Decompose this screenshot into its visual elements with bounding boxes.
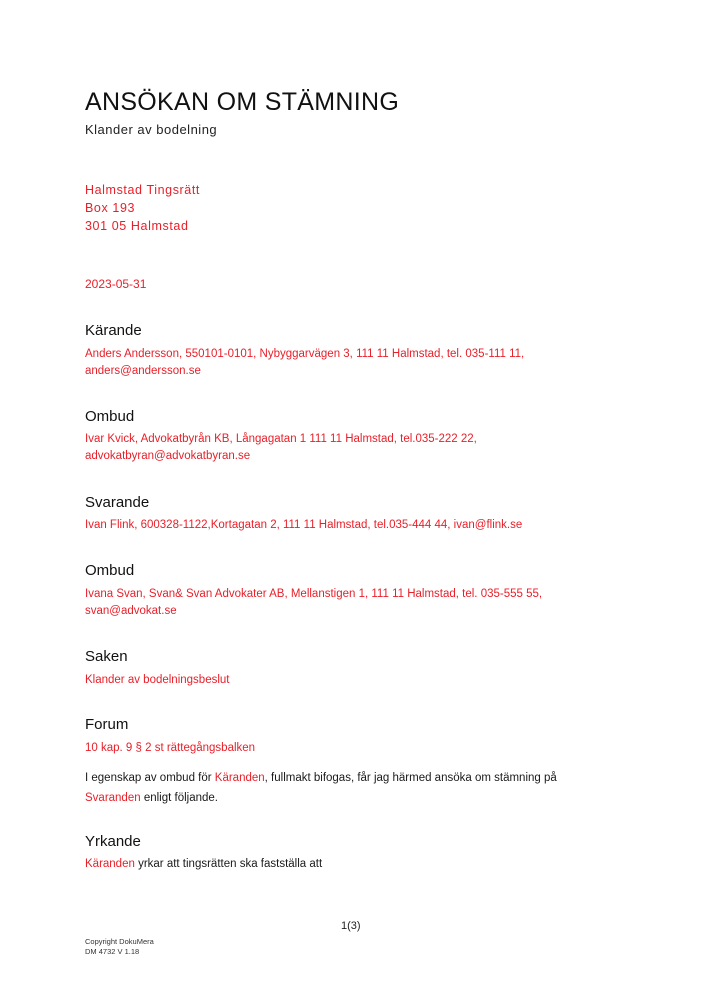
ombud-2-line-2: svan@advokat.se bbox=[85, 605, 177, 617]
yrkande-karanden: Käranden bbox=[85, 858, 135, 870]
section-heading-yrkande: Yrkande bbox=[85, 833, 141, 850]
document-subtitle: Klander av bodelning bbox=[85, 122, 218, 137]
court-postal: 301 05 Halmstad bbox=[85, 219, 189, 233]
section-value-forum bbox=[85, 740, 605, 757]
karande-line-1: Anders Andersson, 550101-0101, Nybyggarvägen 3, 111 11 Halmstad, tel. 035-111 11, bbox=[85, 348, 525, 360]
section-value-ombud-2 bbox=[85, 586, 605, 620]
forum-line-1: 10 kap. 9 § 2 st rättegångsbalken bbox=[85, 742, 256, 754]
section-heading-forum: Forum bbox=[85, 716, 129, 733]
section-value-saken bbox=[85, 672, 605, 689]
section-heading-ombud-1: Ombud bbox=[85, 408, 135, 425]
intro-paragraph bbox=[85, 768, 625, 808]
page-number: 1(3) bbox=[341, 920, 361, 932]
section-value-karande bbox=[85, 346, 605, 380]
section-value-ombud-1 bbox=[85, 431, 605, 465]
yrkande-text: yrkar att tingsrätten ska fastställa att bbox=[134, 858, 323, 870]
intro-text-1: I egenskap av ombud för bbox=[85, 772, 215, 784]
ombud-1-line-2: advokatbyran@advokatbyran.se bbox=[85, 450, 251, 462]
document-date: 2023-05-31 bbox=[85, 277, 147, 291]
intro-text-3: enligt följande. bbox=[140, 792, 218, 804]
saken-line-1: Klander av bodelningsbeslut bbox=[85, 674, 230, 686]
section-heading-ombud-2: Ombud bbox=[85, 562, 135, 579]
svarande-line-1: Ivan Flink, 600328-1122,Kortagatan 2, 111 11 Halmstad, tel.035-444 44, ivan@flink.se bbox=[85, 519, 523, 531]
court-name: Halmstad Tingsrätt bbox=[85, 183, 201, 197]
ombud-2-line-1: Ivana Svan, Svan& Svan Advokater AB, Mellanstigen 1, 111 11 Halmstad, tel. 035-555 55, bbox=[85, 588, 543, 600]
intro-text-2: , fullmakt bifogas, får jag härmed ansöka om stämning på bbox=[264, 772, 557, 784]
section-heading-saken: Saken bbox=[85, 648, 128, 665]
ombud-1-line-1: Ivar Kvick, Advokatbyrån KB, Långagatan 1 111 11 Halmstad, tel.035-222 22, bbox=[85, 433, 477, 445]
intro-line-1 bbox=[85, 768, 625, 788]
document-title: ANSÖKAN OM STÄMNING bbox=[85, 88, 400, 116]
court-address bbox=[85, 181, 200, 235]
intro-line-2 bbox=[85, 788, 625, 808]
footer-version: DM 4732 V 1.18 bbox=[85, 947, 140, 956]
footer-copyright: Copyright DokuMera bbox=[85, 937, 154, 946]
yrkande-paragraph bbox=[85, 854, 625, 874]
footer bbox=[85, 937, 154, 957]
intro-karanden: Käranden bbox=[214, 772, 265, 784]
karande-line-2: anders@andersson.se bbox=[85, 365, 201, 377]
intro-svaranden: Svaranden bbox=[85, 792, 141, 804]
section-heading-svarande: Svarande bbox=[85, 494, 150, 511]
section-value-svarande bbox=[85, 517, 605, 534]
court-box: Box 193 bbox=[85, 201, 136, 215]
section-heading-karande: Kärande bbox=[85, 322, 142, 339]
